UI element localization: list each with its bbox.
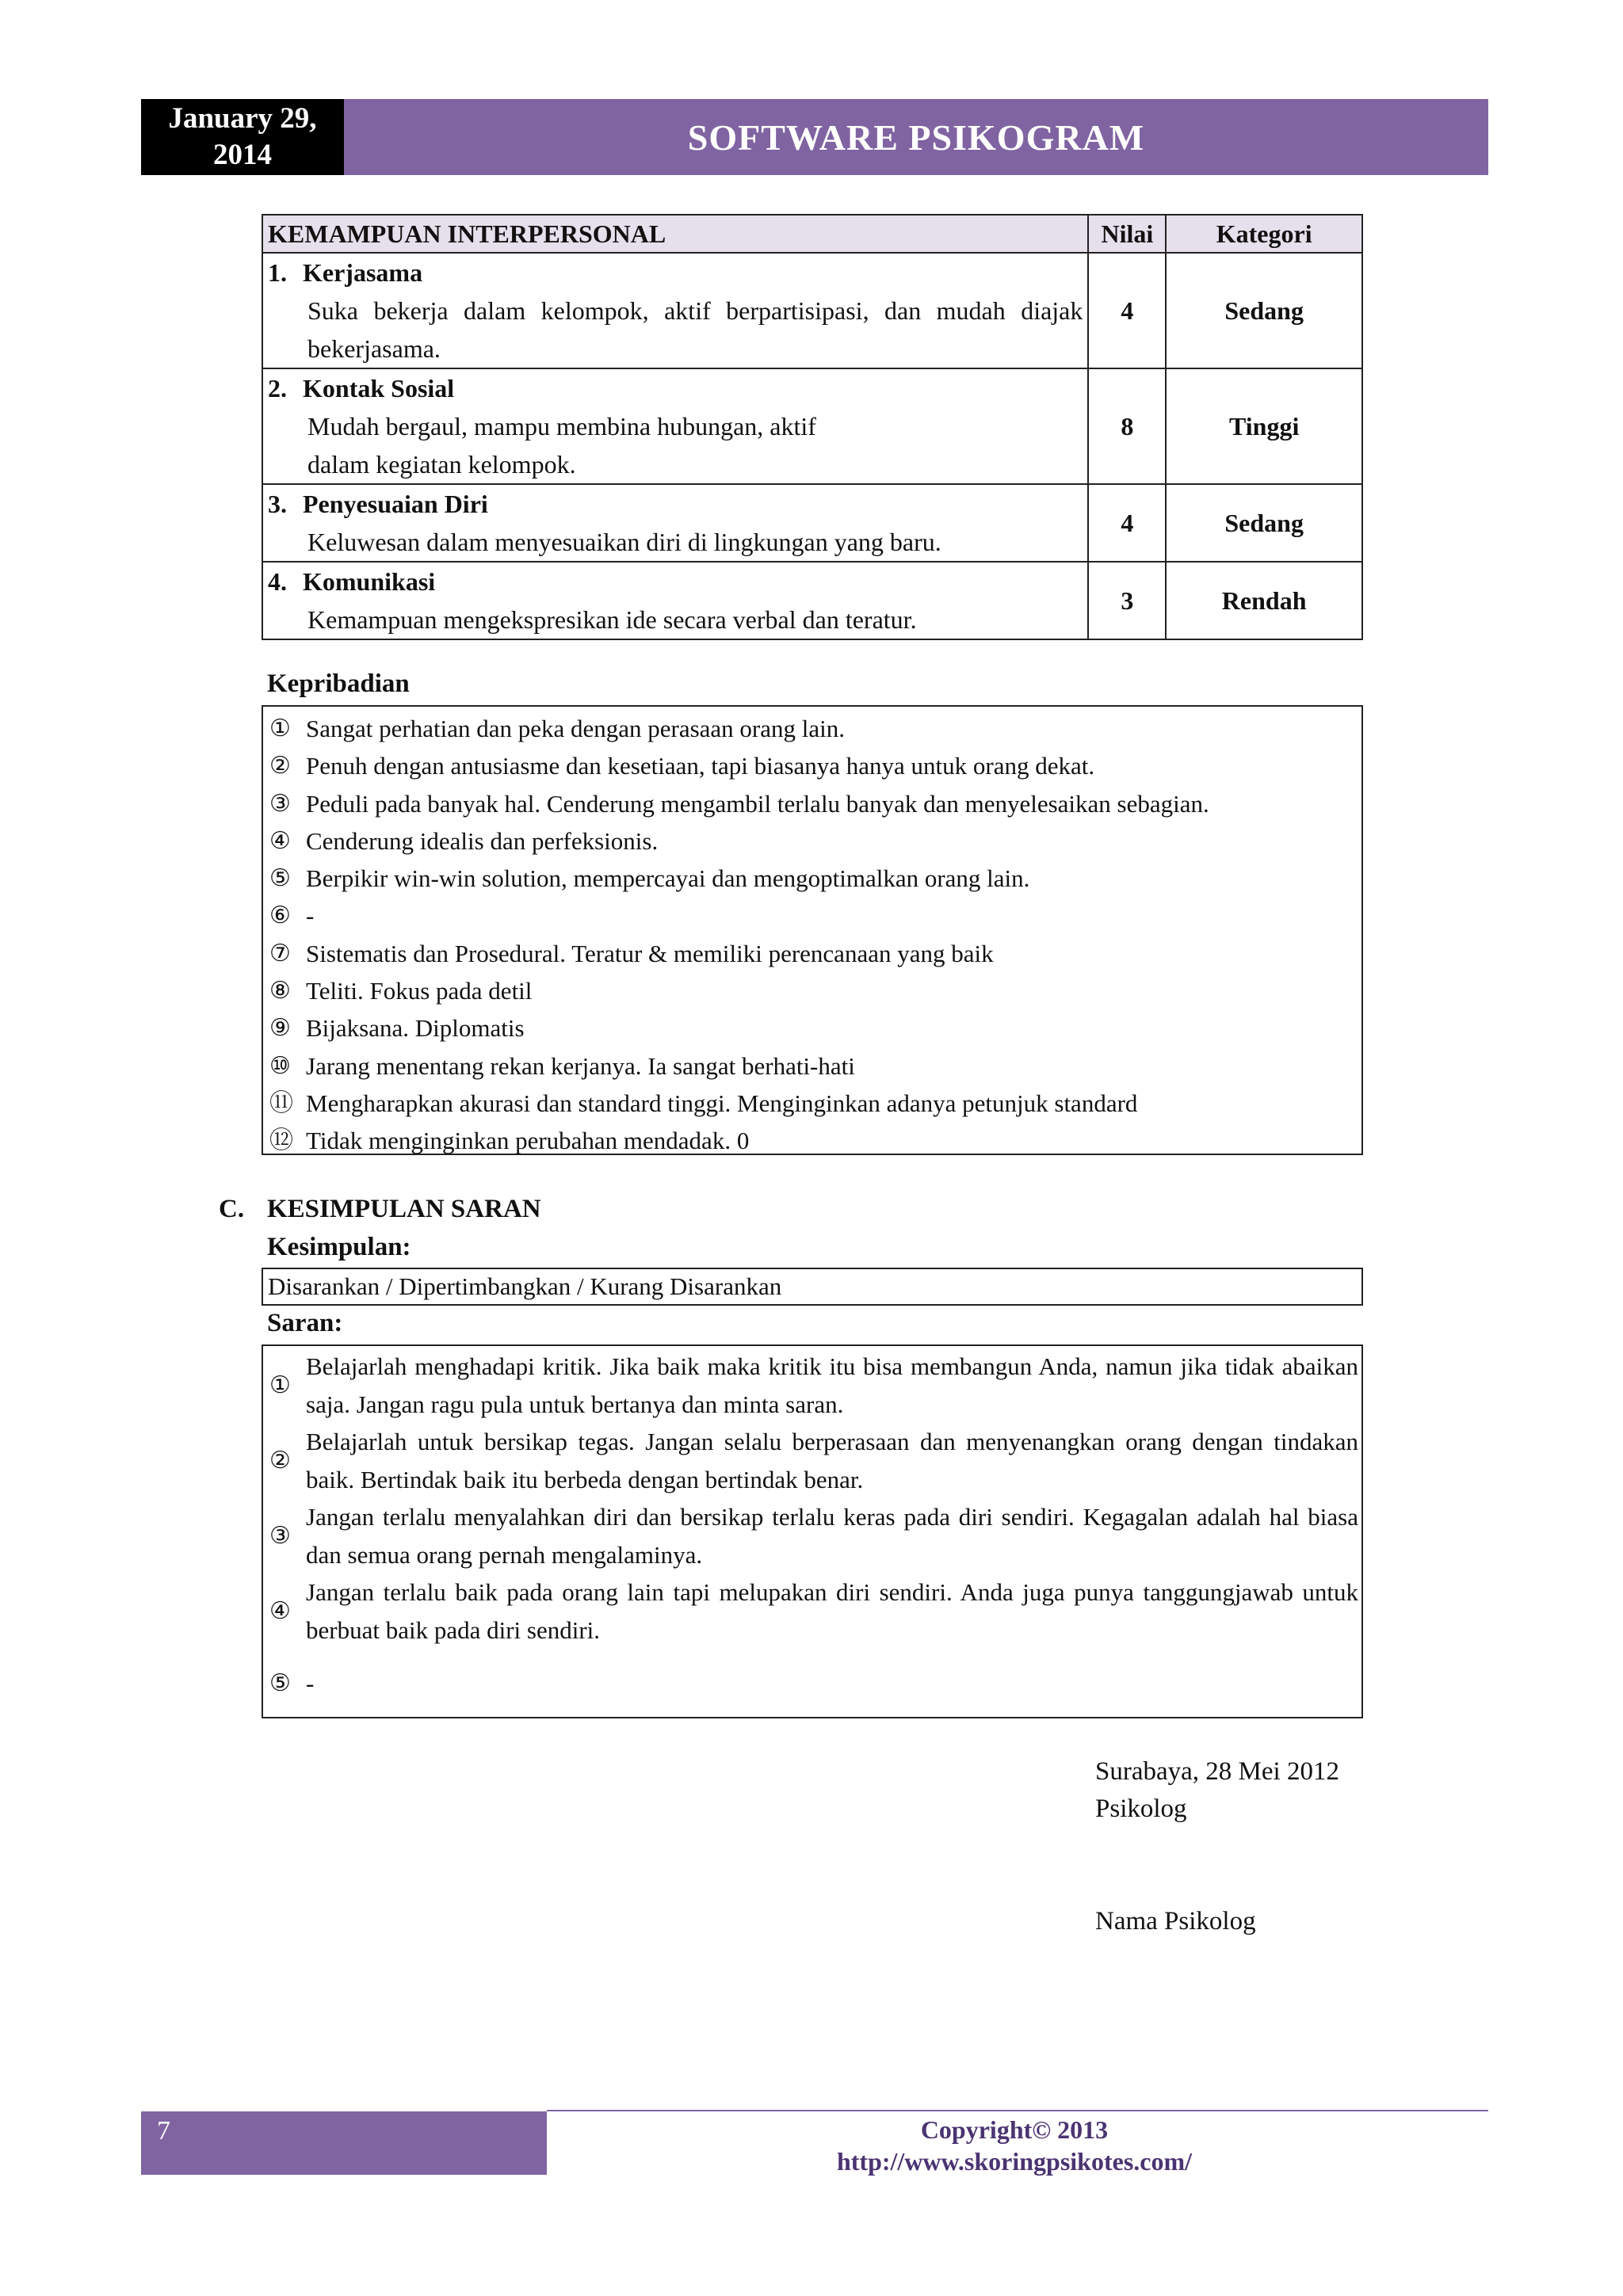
table-row: [262, 368, 1362, 484]
list-item: [263, 1047, 1361, 1085]
circled-number: ⑤: [269, 1669, 291, 1697]
interpersonal-table: [262, 214, 1363, 640]
list-item: [263, 1348, 1361, 1423]
saran-box: [262, 1344, 1363, 1718]
circled-number: ①: [269, 1371, 291, 1399]
list-item-text: Penuh dengan antusiasme dan kesetiaan, tapi biasanya hanya untuk orang dekat.: [306, 752, 1095, 780]
item-nilai: 3: [1088, 562, 1166, 639]
list-item: [263, 785, 1361, 822]
item-number: 4.: [268, 567, 287, 596]
list-item-text: Tidak menginginkan perubahan mendadak. 0: [306, 1127, 750, 1155]
item-cell: [262, 368, 1088, 484]
list-item: [263, 1665, 1361, 1703]
signature-place-date: Surabaya, 28 Mei 2012: [1095, 1757, 1339, 1786]
list-item-text: Belajarlah untuk bersikap tegas. Jangan selalu berperasaan dan menyenangkan orang dengan tindakan baik. Bertindak baik itu berbeda dengan bertindak benar.: [306, 1428, 1358, 1493]
header-date-line2: 2014: [213, 139, 272, 171]
item-kategori: Sedang: [1166, 253, 1362, 368]
item-desc: Kemampuan mengekspresikan ide secara verbal dan teratur.: [307, 605, 917, 634]
item-title-text: Komunikasi: [303, 567, 436, 596]
item-title: [268, 369, 1083, 407]
list-item-text: Sistematis dan Prosedural. Teratur & memiliki perencanaan yang baik: [306, 939, 994, 967]
list-item-text: -: [306, 1669, 315, 1697]
item-desc: Mudah bergaul, mampu membina hubungan, aktif dalam kegiatan kelompok.: [307, 412, 816, 479]
kesimpulan-box: [262, 1268, 1363, 1306]
item-title: [268, 563, 1083, 601]
item-nilai: 4: [1088, 253, 1166, 368]
list-item: [263, 1423, 1361, 1498]
circled-number: ⑫: [269, 1127, 293, 1155]
signature-role: Psikolog: [1095, 1794, 1187, 1823]
circled-number: ⑨: [269, 1014, 291, 1043]
list-item: [263, 747, 1361, 784]
footer-divider: [547, 2110, 1488, 2111]
item-title: [268, 254, 1083, 292]
page-number: 7: [141, 2111, 547, 2175]
signature-name: Nama Psikolog: [1095, 1907, 1256, 1936]
list-item-text: Jarang menentang rekan kerjanya. Ia sangat berhati-hati: [306, 1051, 855, 1080]
circled-number: ⑩: [269, 1051, 291, 1080]
item-desc: Suka bekerja dalam kelompok, aktif berpartisipasi, dan mudah diajak bekerjasama.: [307, 296, 1083, 363]
footer-url-link[interactable]: http://www.skoringpsikotes.com/: [836, 2147, 1193, 2176]
item-kategori: Sedang: [1166, 484, 1362, 562]
list-item: [263, 1009, 1361, 1047]
circled-number: ⑥: [269, 902, 291, 930]
table-header-row: [262, 215, 1362, 253]
circled-number: ④: [269, 1596, 291, 1625]
item-nilai: 8: [1088, 368, 1166, 484]
circled-number: ⑦: [269, 939, 291, 967]
circled-number: ②: [269, 752, 291, 780]
header-date-line1: January 29,: [168, 102, 317, 135]
kesimpulan-text: Disarankan / Dipertimbangkan / Kurang Disarankan: [268, 1272, 782, 1300]
item-nilai: 4: [1088, 484, 1166, 562]
item-kategori: Tinggi: [1166, 368, 1362, 484]
section-c-number: C.: [219, 1195, 245, 1223]
list-item: [263, 897, 1361, 934]
header-title: SOFTWARE PSIKOGRAM: [344, 99, 1488, 175]
item-cell: [262, 253, 1088, 368]
list-item-text: Cenderung idealis dan perfeksionis.: [306, 826, 659, 855]
circled-number: ①: [269, 715, 291, 742]
table-row: [262, 562, 1362, 639]
item-number: 2.: [268, 374, 287, 402]
kepribadian-box: [262, 705, 1363, 1155]
item-kategori: Rendah: [1166, 562, 1362, 639]
list-item: [263, 860, 1361, 897]
table-row: [262, 253, 1362, 368]
circled-number: ⑧: [269, 977, 291, 1005]
list-item-text: Mengharapkan akurasi dan standard tinggi. Menginginkan adanya petunjuk standard: [306, 1089, 1138, 1117]
interpersonal-heading: KEMAMPUAN INTERPERSONAL: [262, 215, 1088, 253]
kepribadian-heading: Kepribadian: [267, 669, 410, 698]
list-item-text: Belajarlah menghadapi kritik. Jika baik maka kritik itu bisa membangun Anda, namun jika tidak abaikan saja. Jangan ragu pula untuk bertanya dan minta saran.: [306, 1352, 1358, 1418]
circled-number: ③: [269, 789, 291, 818]
list-item-text: Jangan terlalu menyalahkan diri dan bersikap terlalu keras pada diri sendiri. Kegagalan adalah hal biasa dan semua orang pernah mengalaminya.: [306, 1503, 1358, 1569]
kesimpulan-saran-heading: KESIMPULAN SARAN: [267, 1195, 541, 1223]
circled-number: ③: [269, 1521, 291, 1550]
list-item-text: Bijaksana. Diplomatis: [306, 1014, 525, 1043]
circled-number: ②: [269, 1446, 291, 1474]
item-title-text: Kontak Sosial: [303, 374, 455, 402]
list-item-text: -: [306, 902, 315, 930]
item-title: [268, 485, 1083, 523]
item-title-text: Penyesuaian Diri: [303, 490, 488, 518]
list-item: [263, 935, 1361, 972]
item-desc: Keluwesan dalam menyesuaikan diri di lingkungan yang baru.: [307, 528, 941, 556]
list-item-text: Teliti. Fokus pada detil: [306, 977, 533, 1005]
item-cell: [262, 484, 1088, 562]
header-date: [141, 99, 344, 175]
item-number: 1.: [268, 258, 287, 287]
circled-number: ④: [269, 826, 291, 855]
col-kategori: Kategori: [1166, 215, 1362, 253]
saran-label: Saran:: [267, 1309, 343, 1337]
list-item-text: Peduli pada banyak hal. Cenderung mengambil terlalu banyak dan menyelesaikan sebagian.: [306, 789, 1209, 818]
list-item-text: Sangat perhatian dan peka dengan perasaan orang lain.: [306, 715, 845, 742]
table-row: [262, 484, 1362, 562]
col-nilai: Nilai: [1088, 215, 1166, 253]
list-item: [263, 822, 1361, 860]
copyright-text: Copyright© 2013: [920, 2115, 1109, 2144]
list-item: [263, 1122, 1361, 1159]
item-number: 3.: [268, 490, 287, 518]
item-title-text: Kerjasama: [303, 258, 423, 287]
list-item-text: Berpikir win-win solution, mempercayai dan mengoptimalkan orang lain.: [306, 864, 1030, 893]
kesimpulan-label: Kesimpulan:: [267, 1233, 411, 1261]
list-item-text: Jangan terlalu baik pada orang lain tapi melupakan diri sendiri. Anda juga punya tanggungjawab untuk berbuat baik pada diri sendiri.: [306, 1578, 1358, 1644]
circled-number: ⑤: [269, 864, 291, 893]
list-item: [263, 1573, 1361, 1649]
footer-copyright: [785, 2114, 1244, 2177]
list-item: [263, 1498, 1361, 1573]
list-item: [263, 1085, 1361, 1122]
list-item: [263, 972, 1361, 1009]
item-cell: [262, 562, 1088, 639]
list-item: [263, 710, 1361, 747]
circled-number: ⑪: [269, 1089, 293, 1117]
